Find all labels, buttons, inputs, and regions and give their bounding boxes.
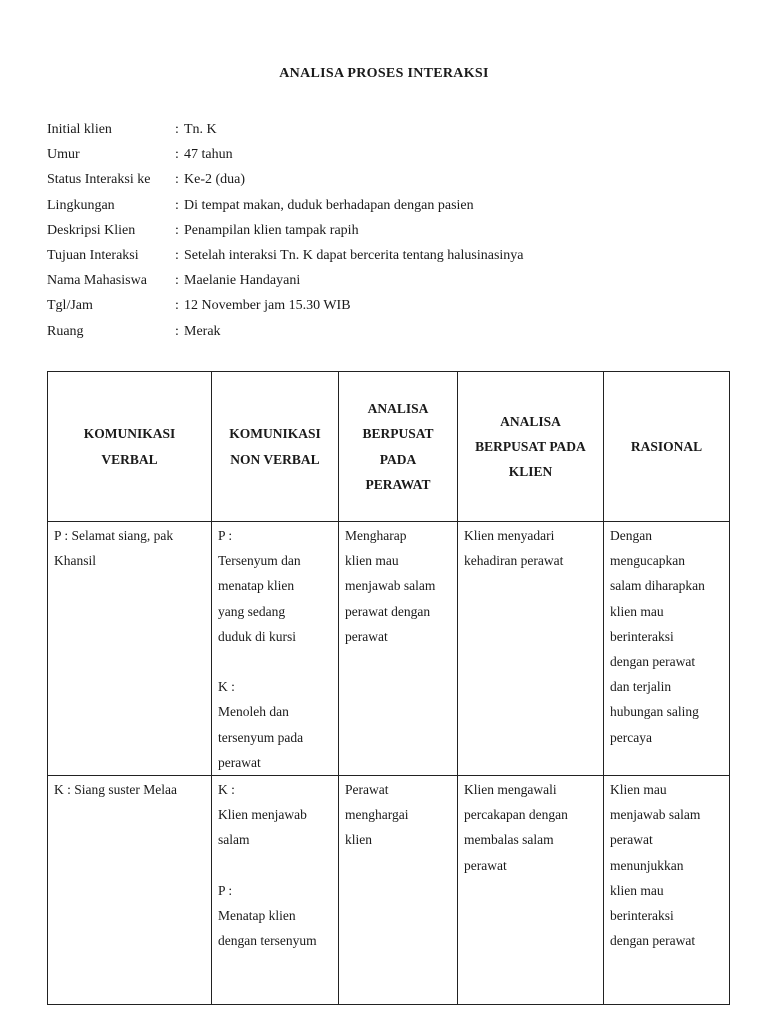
cell-text-line: dengan tersenyum bbox=[218, 933, 317, 949]
info-value: 12 November jam 15.30 WIB bbox=[184, 298, 351, 314]
interaction-analysis-table bbox=[47, 371, 730, 1005]
cell-text-line: perawat dengan bbox=[345, 603, 431, 619]
info-value: Ke-2 (dua) bbox=[184, 172, 246, 188]
cell-text-line: berinteraksi bbox=[610, 628, 674, 644]
info-label: Tujuan Interaksi bbox=[47, 247, 139, 263]
cell-text-line: hubungan saling bbox=[610, 704, 699, 720]
cell-text-line: berinteraksi bbox=[610, 908, 674, 924]
cell-text-line: klien mau bbox=[610, 882, 664, 898]
cell-text-line: menunjukkan bbox=[610, 857, 684, 873]
cell-text-line: PADA bbox=[379, 451, 417, 467]
cell-text-line: percaya bbox=[610, 729, 652, 745]
info-colon: : bbox=[175, 172, 179, 188]
cell-text-line: percakapan dengan bbox=[464, 807, 568, 823]
cell-text-line: Tersenyum dan bbox=[218, 553, 301, 569]
cell-text-line: Menatap klien bbox=[218, 908, 296, 924]
table-row bbox=[48, 522, 730, 776]
cell-text-line: P : Selamat siang, pak bbox=[54, 528, 174, 543]
info-label: Lingkungan bbox=[47, 197, 115, 213]
cell-text-line: perawat bbox=[610, 832, 653, 848]
blank-line bbox=[218, 649, 332, 674]
cell-text-line: Klien menyadari bbox=[464, 528, 555, 543]
info-row bbox=[47, 193, 727, 218]
info-row bbox=[47, 293, 727, 318]
cell-text-line: klien bbox=[345, 832, 372, 848]
cell-rationale bbox=[604, 776, 730, 1005]
info-value: Tn. K bbox=[184, 122, 217, 137]
cell-text-line: dan terjalin bbox=[610, 679, 672, 695]
info-colon: : bbox=[175, 147, 179, 163]
cell-text-line: klien mau bbox=[610, 603, 664, 619]
info-colon: : bbox=[175, 247, 179, 263]
cell-text-line: Klien menjawab bbox=[218, 807, 307, 823]
cell-text-line: Menoleh dan bbox=[218, 704, 289, 720]
cell-text-line: Dengan bbox=[610, 528, 652, 543]
cell-verbal bbox=[48, 776, 212, 1005]
cell-client-analysis bbox=[458, 522, 604, 776]
cell-text-line: K : bbox=[218, 782, 235, 798]
table-row bbox=[48, 776, 730, 1005]
info-value: Di tempat makan, duduk berhadapan dengan pasien bbox=[184, 197, 474, 213]
cell-client-analysis bbox=[458, 776, 604, 1005]
cell-nonverbal bbox=[212, 522, 339, 776]
info-value: Penampilan klien tampak rapih bbox=[184, 222, 359, 238]
info-label: Nama Mahasiswa bbox=[47, 273, 147, 289]
cell-text-line: BERPUSAT bbox=[362, 426, 434, 442]
cell-text-line: P : bbox=[218, 882, 233, 898]
info-label: Initial klien bbox=[47, 122, 112, 137]
info-colon: : bbox=[175, 323, 179, 339]
cell-text-line: salam bbox=[218, 832, 250, 848]
cell-text-line: P : bbox=[218, 528, 233, 543]
info-value: Maelanie Handayani bbox=[184, 273, 301, 289]
cell-text-line: ANALISA bbox=[500, 413, 561, 429]
info-label: Status Interaksi ke bbox=[47, 172, 151, 188]
client-info-section bbox=[47, 117, 727, 344]
cell-text-line: KLIEN bbox=[508, 464, 553, 480]
document-title: ANALISA PROSES INTERAKSI bbox=[279, 66, 489, 81]
header-rationale bbox=[604, 372, 730, 522]
cell-text-line: salam diharapkan bbox=[610, 578, 705, 594]
info-row bbox=[47, 117, 727, 142]
header-client-centered-analysis bbox=[458, 372, 604, 522]
cell-text-line: duduk di kursi bbox=[218, 628, 297, 644]
info-row bbox=[47, 268, 727, 293]
info-row bbox=[47, 167, 727, 192]
header-verbal-communication bbox=[48, 372, 212, 522]
cell-text-line: perawat bbox=[345, 628, 388, 644]
cell-text-line: perawat bbox=[218, 754, 261, 770]
info-label: Deskripsi Klien bbox=[47, 222, 136, 238]
cell-text-line: menjawab salam bbox=[345, 578, 436, 594]
info-colon: : bbox=[175, 273, 179, 289]
info-row bbox=[47, 243, 727, 268]
cell-text-line: NON VERBAL bbox=[230, 451, 320, 467]
cell-text-line: RASIONAL bbox=[630, 438, 703, 454]
cell-text-line: tersenyum pada bbox=[218, 729, 304, 745]
cell-nurse-analysis bbox=[339, 776, 458, 1005]
cell-verbal bbox=[48, 522, 212, 776]
info-label: Tgl/Jam bbox=[47, 298, 93, 314]
cell-text-line: Perawat bbox=[345, 782, 389, 798]
info-value: Merak bbox=[184, 323, 221, 339]
cell-text-line: Mengharap bbox=[345, 528, 407, 543]
header-nonverbal-communication bbox=[212, 372, 339, 522]
cell-text-line: menghargai bbox=[345, 807, 409, 823]
cell-text-line: dengan perawat bbox=[610, 933, 696, 949]
info-label: Umur bbox=[47, 147, 80, 163]
cell-text-line: BERPUSAT PADA bbox=[475, 438, 586, 454]
cell-text-line: Klien mengawali bbox=[464, 782, 557, 798]
cell-nonverbal bbox=[212, 776, 339, 1005]
info-colon: : bbox=[175, 222, 179, 238]
info-colon: : bbox=[175, 197, 179, 213]
cell-text-line: mengucapkan bbox=[610, 553, 685, 569]
cell-text-line: klien mau bbox=[345, 553, 399, 569]
cell-text-line: menjawab salam bbox=[610, 807, 701, 823]
cell-text-line: dengan perawat bbox=[610, 654, 696, 670]
cell-text-line: VERBAL bbox=[101, 451, 158, 467]
info-value: 47 tahun bbox=[184, 147, 233, 163]
cell-text-line: perawat bbox=[464, 857, 507, 873]
cell-nurse-analysis bbox=[339, 522, 458, 776]
info-row bbox=[47, 319, 727, 344]
header-nurse-centered-analysis bbox=[339, 372, 458, 522]
cell-text-line: K : bbox=[218, 679, 235, 695]
cell-text-line: menatap klien bbox=[218, 578, 295, 594]
cell-text-line: KOMUNIKASI bbox=[229, 426, 321, 442]
info-label: Ruang bbox=[47, 323, 84, 339]
cell-text-line: ANALISA bbox=[367, 401, 429, 417]
cell-text-line: KOMUNIKASI bbox=[83, 426, 176, 442]
info-row bbox=[47, 142, 727, 167]
cell-text-line: yang sedang bbox=[218, 603, 286, 619]
cell-text-line: PERAWAT bbox=[365, 476, 431, 492]
cell-text-line: Khansil bbox=[54, 553, 96, 569]
cell-text-line: kehadiran perawat bbox=[464, 553, 564, 569]
table-header-row bbox=[48, 372, 730, 522]
blank-line bbox=[218, 853, 332, 878]
cell-text-line: membalas salam bbox=[464, 832, 554, 848]
info-colon: : bbox=[175, 298, 179, 314]
cell-text-line: K : Siang suster Melaa bbox=[54, 782, 177, 798]
cell-text-line: Klien mau bbox=[610, 782, 667, 798]
info-colon: : bbox=[175, 122, 179, 137]
info-value: Setelah interaksi Tn. K dapat bercerita tentang halusinasinya bbox=[184, 247, 524, 263]
cell-rationale bbox=[604, 522, 730, 776]
info-row bbox=[47, 218, 727, 243]
